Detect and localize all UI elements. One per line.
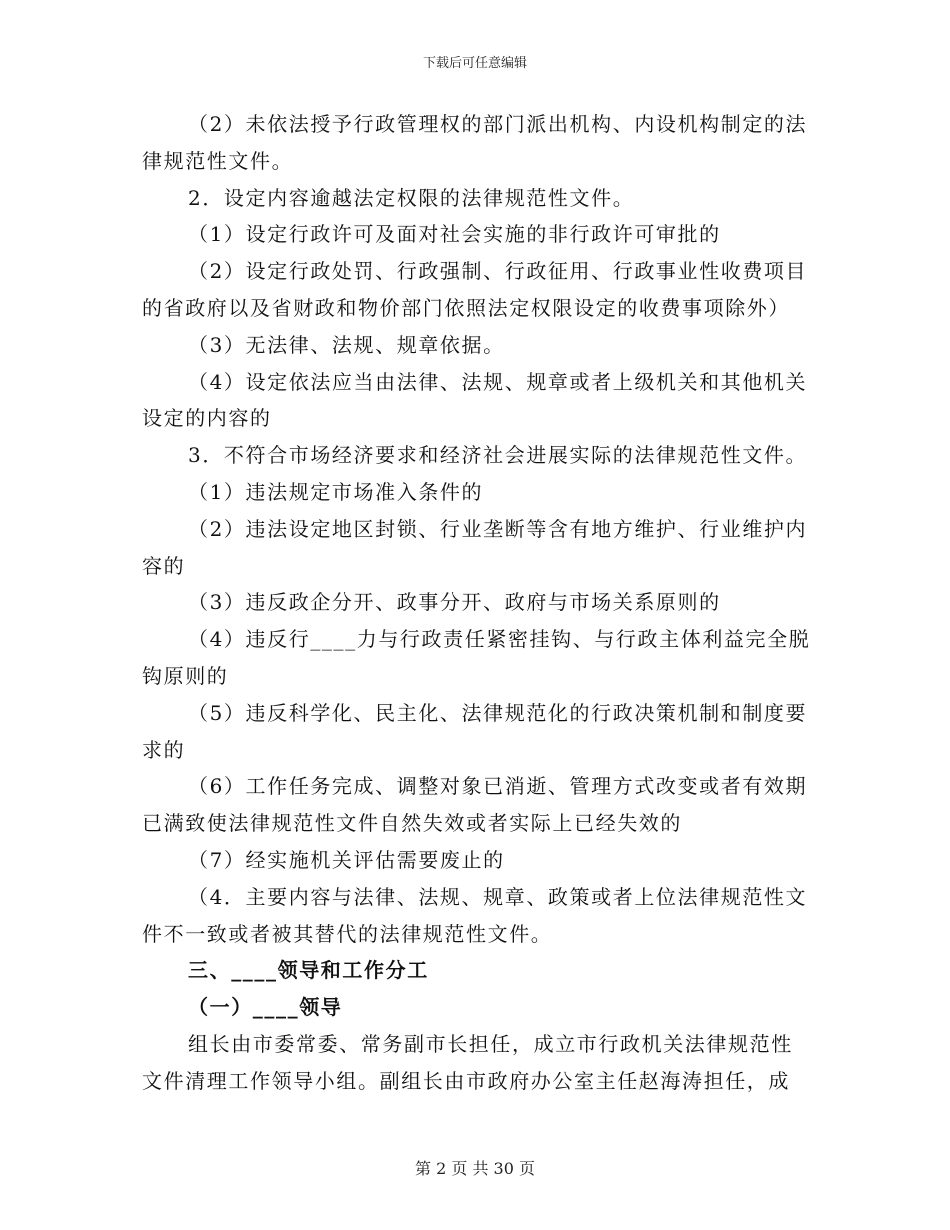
paragraph-line: 容的 — [142, 553, 186, 578]
paragraph-line: 求的 — [142, 737, 186, 762]
paragraph-line: （2）未依法授予行政管理权的部门派出机构、内设机构制定的法 — [188, 112, 808, 136]
paragraph-line: （4．主要内容与法律、法规、规章、政策或者上位法律规范性文 — [188, 884, 808, 909]
paragraph-line: 律规范性文件。 — [142, 148, 294, 173]
section-heading: （一）____领导 — [188, 995, 343, 1020]
paragraph-line: （6）工作任务完成、调整对象已消逝、管理方式改变或者有效期 — [188, 774, 808, 799]
paragraph-line: （3）无法律、法规、规章依据。 — [188, 332, 505, 357]
paragraph-line: 的省政府以及省财政和物价部门依照法定权限设定的收费事项除外） — [142, 295, 790, 320]
paragraph-line: 设定的内容的 — [142, 406, 272, 431]
paragraph-line: 文件清理工作领导小组。副组长由市政府办公室主任赵海涛担任，成 — [142, 1068, 790, 1093]
paragraph-line: （4）设定依法应当由法律、法规、规章或者上级机关和其他机关 — [188, 369, 808, 394]
paragraph-line: 组长由市委常委、常务副市长担任，成立市行政机关法律规范性 — [188, 1031, 793, 1056]
page-footer: 第 2 页 共 30 页 — [415, 1159, 535, 1178]
paragraph-line: （2）违法设定地区封锁、行业垄断等含有地方维护、行业维护内 — [188, 516, 808, 541]
paragraph-line: （3）违反政企分开、政事分开、政府与市场关系原则的 — [188, 590, 721, 615]
section-heading: 三、____领导和工作分工 — [188, 958, 429, 983]
paragraph-line: （1）设定行政许可及面对社会实施的非行政许可审批的 — [188, 222, 721, 247]
paragraph-line: 已满致使法律规范性文件自然失效或者实际上已经失效的 — [142, 811, 682, 836]
paragraph-line: 钩原则的 — [142, 663, 229, 688]
paragraph-line: （4）违反行____力与行政责任紧密挂钩、与行政主体利益完全脱 — [188, 627, 811, 652]
paragraph-line: （2）设定行政处罚、行政强制、行政征用、行政事业性收费项目 — [188, 259, 808, 284]
paragraph-line: （5）违反科学化、民主化、法律规范化的行政决策机制和制度要 — [188, 700, 808, 725]
paragraph-line: 2．设定内容逾越法定权限的法律规范性文件。 — [188, 185, 635, 210]
paragraph-line: （1）违法规定市场准入条件的 — [188, 479, 484, 504]
paragraph-line: （7）经实施机关评估需要废止的 — [188, 847, 505, 872]
paragraph-line: 3．不符合市场经济要求和经济社会进展实际的法律规范性文件。 — [188, 443, 808, 468]
paragraph-line: 件不一致或者被其替代的法律规范性文件。 — [142, 921, 553, 946]
document-body — [142, 106, 811, 1100]
page-header: 下载后可任意编辑 — [422, 56, 527, 71]
